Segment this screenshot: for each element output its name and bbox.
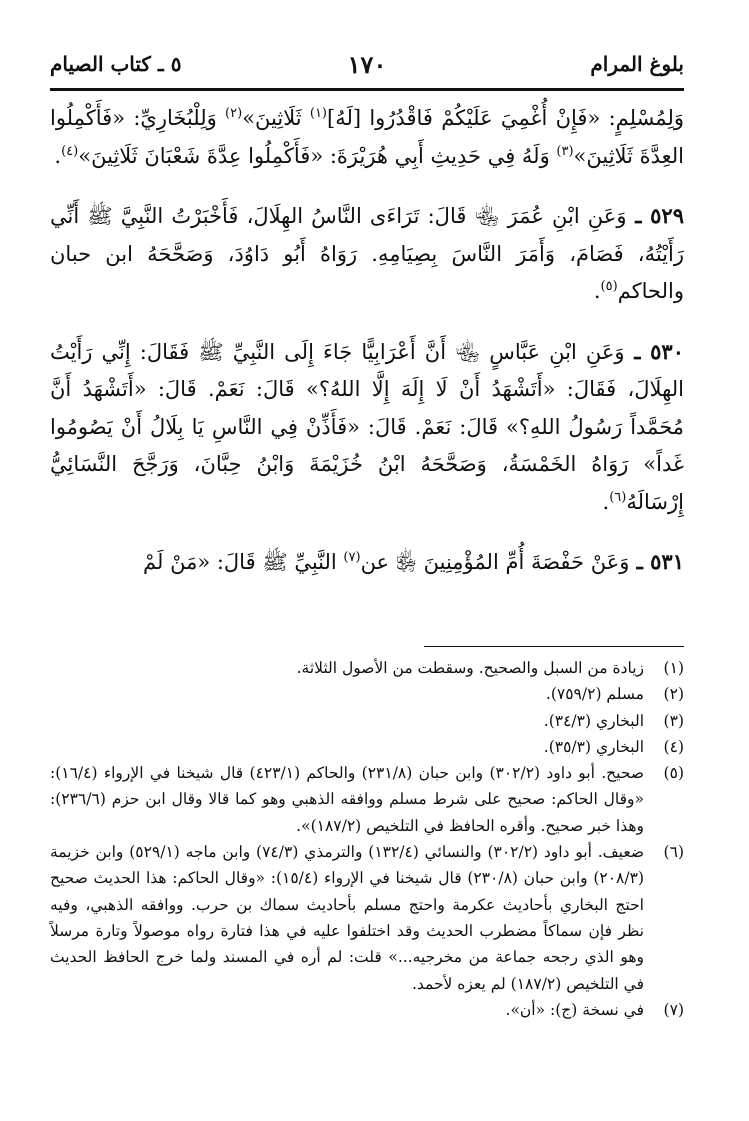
footnote-marker: (٧)	[343, 550, 361, 565]
footnote-marker: (١)	[309, 106, 327, 121]
hadith-text-segment: وَعَنِ ابْنِ عُمَرَ ﵄ قَالَ: تَرَاءَى النَّاسُ الهِلَالَ، فَأَخْبَرْتُ النَّبِيَّ ﷺ أَنِّي رَأَيْتُهُ، فَصَامَ، وَأَمَرَ النَّاسَ بِصِيَامِهِ. رَوَاهُ أَبُو دَاوُدَ، وَصَحَّحَهُ ابن حبان والحاكم	[50, 204, 684, 303]
hadith-text-segment: ثَلَاثِينَ»	[242, 106, 310, 130]
hadith-text-segment: وَعَنْ حَفْصَةَ أُمِّ المُؤْمِنِينَ ﵂ عن	[360, 550, 630, 574]
footnote-number: (٤)	[663, 737, 684, 756]
footnote-item	[50, 760, 684, 839]
hadith-text-segment: .	[54, 143, 62, 168]
footnote-marker: (٦)	[609, 489, 627, 505]
footnote-text: زيادة من السبل والصحيح. وسقطت من الأصول الثلاثة.	[296, 659, 644, 677]
footnote-text: البخاري (٣٥/٣).	[543, 737, 644, 756]
footnote-item	[50, 997, 684, 1023]
footnote-item	[50, 734, 684, 760]
footnote-text: في نسخة (ج): «أن».	[505, 1000, 644, 1019]
hadith-text-segment: وَلِلْبُخَارِيِّ: «فَأَكْمِلُوا العِدَّةَ ثَلَاثِينَ»	[50, 106, 684, 168]
footnote-marker: (٥)	[600, 279, 618, 294]
hadith-text-segment: وَلَهُ فِي حَدِيثِ أَبِي هُرَيْرَةَ: «فَأَكْمِلُوا عِدَّةَ شَعْبَانَ ثَلَاثِينَ»	[78, 143, 557, 168]
footnote-item	[50, 708, 684, 734]
footnote-number: (٣)	[663, 711, 684, 730]
hadith-text-segment: وَلِمُسْلِمٍ: «فَإِنْ أُغْمِيَ عَلَيْكُمْ فَاقْدُرُوا [لَهُ]	[327, 106, 684, 130]
hadith-paragraph	[50, 197, 684, 311]
hadith-text-segment: .	[602, 489, 610, 514]
footnote-separator	[424, 646, 684, 647]
hadith-text	[50, 100, 684, 582]
hadith-text-segment: وَعَنِ ابْنِ عَبَّاسٍ ﵄ أَنَّ أَعْرَابِيًّا جَاءَ إِلَى النَّبِيِّ ﷺ فَقَالَ: إِنِّي رَأَيْتُ الهِلَالَ، فَقَالَ: «أَتَشْهَدُ أَنْ لَا إِلَهَ إِلَّا اللهُ؟» قَالَ: نَعَمْ. قَالَ: «أَتَشْهَدُ أَنَّ مُحَمَّداً رَسُولُ اللهِ؟» قَالَ: نَعَمْ. قَالَ: «فَأَذِّنْ فِي النَّاسِ يَا بِلَالُ أَنْ يَصُومُوا غَداً» رَوَاهُ الخَمْسَةُ، وَصَحَّحَهُ ابْنُ خُزَيْمَةَ وَابْنُ حِبَّانَ، وَرَجَّحَ النَّسَائِيُّ إِرْسَالَهُ	[50, 339, 684, 514]
footnote-item	[50, 839, 684, 997]
hadith-number: ٥٣١ ـ	[629, 549, 684, 574]
footnote-number: (٢)	[663, 685, 684, 704]
hadith-paragraph	[50, 333, 684, 522]
hadith-number: ٥٣٠ ـ	[624, 338, 684, 364]
footnote-number: (٦)	[663, 843, 684, 862]
footnote-item	[50, 655, 684, 681]
footnote-text: صحيح. أبو داود (٣٠٢/٢) وابن حبان (٢٣١/٨) والحاكم (٤٢٣/١) قال شيخنا في الإرواء (١٦/٤): «وقال الحاكم: صحيح على شرط مسلم ووافقه الذهبي وهو كما قالا وقال ابن حزم (٢٣٦/٦): وهذا خبر صحيح. وأقره الحافظ في التلخيص (١٨٧/٢)».	[50, 764, 644, 835]
footnotes	[50, 655, 684, 1023]
footnote-item	[50, 681, 684, 707]
footnote-number: (١)	[663, 659, 684, 677]
footnote-marker: (٤)	[61, 143, 79, 159]
footnote-text: البخاري (٣٤/٣).	[543, 711, 644, 730]
footnote-number: (٧)	[663, 1000, 684, 1019]
footnote-marker: (٣)	[556, 143, 574, 159]
book-title: بلوغ المرام	[590, 52, 684, 76]
footnote-text: مسلم (٧٥٩/٢).	[545, 685, 644, 704]
hadith-number: ٥٢٩ ـ	[626, 203, 684, 228]
hadith-text-segment: .	[593, 279, 601, 303]
chapter-title: ٥ ـ كتاب الصيام	[50, 52, 182, 76]
footnote-marker: (٢)	[225, 106, 243, 121]
footnote-text: ضعيف. أبو داود (٣٠٢/٢) والنسائي (١٣٢/٤) والترمذي (٧٤/٣) وابن ماجه (٥٢٩/١) وابن خزيمة (٢٠٨/٣) وابن حبان (٢٣٠/٨) قال شيخنا في الإرواء (١٥/٤): «وقال الحاكم: هذا الحديث صحيح احتج البخاري بأحاديث عكرمة واحتج مسلم بأحاديث سماك بن حرب. ووافقه الذهبي، وفيه نظر فإن سماكاً مضطرب الحديث وقد اختلفوا عليه في هذا فتارة رواه موصولاً وتارة مرسلاً وهو الذي رجحه جماعة من مخرجيه...» قلت: لم أره في المسند ولما خرج الحافظ الحديث في التلخيص (١٨٧/٢) لم يعزه لأحمد.	[50, 843, 644, 993]
hadith-paragraph	[50, 543, 684, 582]
page-number: ١٧٠	[347, 50, 387, 79]
hadith-text-segment: النَّبِيِّ ﷺ قَالَ: «مَنْ لَمْ	[143, 550, 344, 574]
header-rule	[50, 88, 684, 91]
footnote-number: (٥)	[663, 764, 684, 783]
page-header	[50, 50, 684, 90]
hadith-paragraph	[50, 100, 684, 175]
